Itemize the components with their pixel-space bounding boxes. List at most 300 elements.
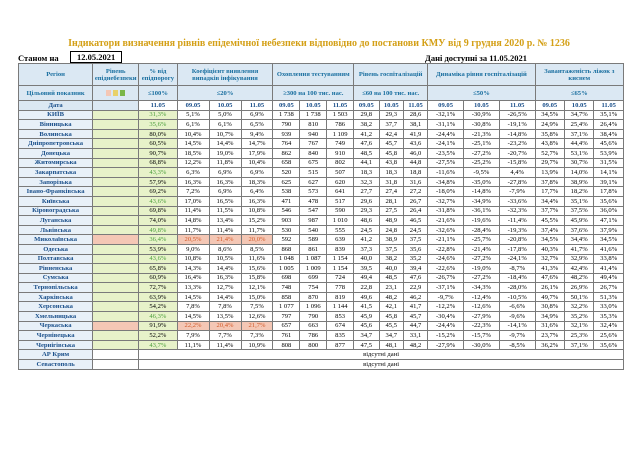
detection-value: 11,1% [177, 340, 209, 350]
dynamics-value: -27,5% [428, 158, 464, 168]
hospitalization-value: 27,4 [379, 187, 403, 197]
date-test-2: 10.05 [300, 101, 327, 111]
dynamics-value: -30,4% [428, 312, 464, 322]
hospitalization-value: 47,5 [354, 340, 380, 350]
date-detect-2: 10.05 [209, 101, 241, 111]
table-row [19, 110, 624, 120]
detection-value: 6,9% [209, 187, 241, 197]
region-name: Сумська [19, 273, 93, 283]
hospitalization-value: 38,9 [379, 235, 403, 245]
dynamics-value: -9,5% [464, 168, 500, 178]
hospitalization-value: 45,8 [379, 312, 403, 322]
occupancy-value: 45,9% [565, 216, 594, 226]
occupancy-value: 48,2% [565, 273, 594, 283]
dynamics-value: -9,7% [428, 292, 464, 302]
detection-value: 7,9% [177, 331, 209, 341]
region-name: Рівненська [19, 264, 93, 274]
region-name: Черкаська [19, 321, 93, 331]
occupancy-value: 36,2% [535, 340, 564, 350]
dynamics-value: -9,6% [499, 312, 535, 322]
dynamics-value: -27,2% [464, 254, 500, 264]
hospitalization-value: 18,3 [379, 168, 403, 178]
region-name: Севастополь [19, 360, 93, 370]
occupancy-value: 37,1% [565, 129, 594, 139]
testing-value: 835 [327, 331, 354, 341]
dynamics-value: -21,3% [464, 129, 500, 139]
hospitalization-value: 38,2 [354, 120, 380, 130]
dynamics-value: -27,9% [428, 340, 464, 350]
detection-value: 6,9% [241, 168, 273, 178]
testing-value: 657 [273, 321, 300, 331]
hospitalization-value: 27,5 [379, 206, 403, 216]
dynamics-value: -34,9% [464, 196, 500, 206]
occupancy-value: 49,4% [594, 273, 624, 283]
testing-value: 674 [327, 321, 354, 331]
testing-value: 1 503 [327, 110, 354, 120]
region-name: Дніпропетровська [19, 139, 93, 149]
region-name: Кіровоградська [19, 206, 93, 216]
table-row [19, 158, 624, 168]
testing-value: 870 [300, 292, 327, 302]
hospitalization-value: 48,9 [379, 216, 403, 226]
occupancy-value: 32,1% [565, 321, 594, 331]
hospitalization-value: 49,4 [354, 273, 380, 283]
testing-value: 1 144 [327, 302, 354, 312]
date-dyn-3: 11.05 [499, 101, 535, 111]
dynamics-value: -32,1% [428, 110, 464, 120]
date-occ-1: 09.05 [535, 101, 564, 111]
date-test-1: 09.05 [273, 101, 300, 111]
detection-value: 7,7% [209, 331, 241, 341]
beds-percent: 60,5% [139, 139, 177, 149]
testing-value: 620 [327, 177, 354, 187]
hospitalization-value: 31,6 [403, 177, 427, 187]
occupancy-value: 24,9% [535, 120, 564, 130]
beds-percent: 35,6% [139, 120, 177, 130]
hospitalization-value: 35,6 [403, 244, 427, 254]
target-beds: ≤100% [139, 86, 177, 101]
testing-value: 592 [273, 235, 300, 245]
detection-value: 9,0% [177, 244, 209, 254]
dynamics-value: -30,8% [464, 120, 500, 130]
hospitalization-value: 29,6 [354, 196, 380, 206]
beds-percent: 43,6% [139, 254, 177, 264]
table-row [19, 129, 624, 139]
testing-value: 675 [300, 158, 327, 168]
testing-value: 862 [273, 148, 300, 158]
table-row [19, 139, 624, 149]
beds-percent: 74,0% [139, 216, 177, 226]
table-row [19, 321, 624, 331]
dynamics-value: -22,8% [428, 244, 464, 254]
testing-value: 749 [327, 139, 354, 149]
table-row [19, 360, 624, 370]
region-name: Київська [19, 196, 93, 206]
detection-value: 6,9% [241, 110, 273, 120]
detection-value: 10,7% [209, 129, 241, 139]
occupancy-value: 53,1% [565, 148, 594, 158]
level-cell [93, 168, 139, 178]
dynamics-value: -7,9% [499, 187, 535, 197]
level-cell [93, 312, 139, 322]
detection-value: 15,6% [241, 264, 273, 274]
occupancy-value: 53,9% [594, 148, 624, 158]
occupancy-value: 32,7% [535, 254, 564, 264]
hospitalization-value: 28,6 [403, 110, 427, 120]
dynamics-value: -11,6% [428, 168, 464, 178]
table-row [19, 340, 624, 350]
hospitalization-value: 45,7 [403, 312, 427, 322]
detection-value: 13,4% [209, 216, 241, 226]
date-occ-3: 11.05 [594, 101, 624, 111]
dynamics-value: -21,1% [428, 235, 464, 245]
dynamics-value: -34,3% [464, 283, 500, 293]
region-name: Луганська [19, 216, 93, 226]
dynamics-value: -14,1% [499, 321, 535, 331]
hospitalization-value: 22,9 [403, 283, 427, 293]
detection-value: 16,5% [209, 196, 241, 206]
dynamics-value: -12,6% [464, 302, 500, 312]
level-cell [93, 177, 139, 187]
occupancy-value: 33,8% [594, 254, 624, 264]
testing-value: 1 087 [300, 254, 327, 264]
occupancy-value: 42,4% [565, 264, 594, 274]
testing-value: 761 [273, 331, 300, 341]
testing-value: 546 [273, 206, 300, 216]
header-hospitalization: Рівень госпіталізацій [354, 64, 428, 86]
hospitalization-value: 32,3 [354, 177, 380, 187]
hospitalization-value: 33,1 [403, 331, 427, 341]
beds-percent: 43,3% [139, 168, 177, 178]
hospitalization-value: 48,2 [379, 292, 403, 302]
dynamics-value: -35,0% [464, 177, 500, 187]
dynamics-value: -18,0% [428, 187, 464, 197]
dynamics-value: -19,6% [464, 216, 500, 226]
level-cell [93, 120, 139, 130]
occupancy-value: 36,0% [594, 206, 624, 216]
indicators-table [18, 63, 624, 370]
dynamics-value: -15,2% [428, 331, 464, 341]
detection-value: 15,2% [241, 216, 273, 226]
occupancy-value: 41,3% [535, 264, 564, 274]
hospitalization-value: 29,3 [354, 206, 380, 216]
region-name: Чернігівська [19, 340, 93, 350]
hospitalization-value: 31,8 [379, 177, 403, 187]
dynamics-value: -23,2% [499, 139, 535, 149]
hospitalization-value: 44,7 [403, 321, 427, 331]
testing-value: 786 [300, 331, 327, 341]
occupancy-value: 35,8% [535, 129, 564, 139]
occupancy-value: 34,5% [535, 235, 564, 245]
beds-percent: 31,3% [139, 110, 177, 120]
level-cell [93, 331, 139, 341]
testing-value: 627 [300, 177, 327, 187]
occupancy-value: 40,3% [535, 244, 564, 254]
dynamics-value: -30,0% [464, 340, 500, 350]
testing-value: 903 [273, 216, 300, 226]
testing-value: 910 [327, 148, 354, 158]
hospitalization-value: 45,8 [379, 148, 403, 158]
dynamics-value: -34,8% [428, 177, 464, 187]
level-cell [93, 244, 139, 254]
date-dyn-1: 09.05 [428, 101, 464, 111]
testing-value: 1 154 [327, 264, 354, 274]
legend-yellow-swatch [113, 90, 118, 96]
detection-value: 7,8% [209, 302, 241, 312]
occupancy-value: 38,4% [594, 129, 624, 139]
level-cell [93, 340, 139, 350]
dynamics-value: -32,3% [499, 206, 535, 216]
occupancy-value: 30,7% [565, 158, 594, 168]
date-hosp-1: 09.05 [354, 101, 380, 111]
hospitalization-value: 44,1 [354, 158, 380, 168]
region-name: Херсонська [19, 302, 93, 312]
hospitalization-value: 48,2 [403, 340, 427, 350]
dynamics-value: -25,1% [464, 139, 500, 149]
hospitalization-value: 23,1 [379, 283, 403, 293]
hospitalization-value: 42,4 [379, 129, 403, 139]
testing-value: 1 109 [327, 129, 354, 139]
dynamics-value: -33,6% [499, 196, 535, 206]
testing-value: 589 [300, 235, 327, 245]
occupancy-value: 31,5% [594, 158, 624, 168]
occupancy-value: 34,7% [565, 110, 594, 120]
occupancy-value: 41,6% [594, 244, 624, 254]
detection-value: 20,0% [241, 235, 273, 245]
testing-value: 1 738 [300, 110, 327, 120]
hospitalization-value: 24,5 [403, 225, 427, 235]
hospitalization-value: 46,0 [403, 148, 427, 158]
occupancy-value: 14,1% [594, 168, 624, 178]
date-level-empty [93, 101, 139, 111]
beds-percent: 91,9% [139, 321, 177, 331]
as-of-date: 12.05.2021 [70, 51, 122, 63]
occupancy-value: 25,6% [594, 331, 624, 341]
detection-value: 14,7% [241, 139, 273, 149]
testing-value: 658 [273, 158, 300, 168]
beds-percent: 53,9% [139, 244, 177, 254]
date-hosp-3: 11.05 [403, 101, 427, 111]
dynamics-value: -22,6% [428, 264, 464, 274]
date-beds: 11.05 [139, 101, 177, 111]
testing-value: 778 [327, 283, 354, 293]
detection-value: 12,7% [209, 283, 241, 293]
detection-value: 10,4% [241, 158, 273, 168]
testing-value: 1 738 [273, 110, 300, 120]
occupancy-value: 47,6% [535, 273, 564, 283]
detection-value: 10,8% [241, 206, 273, 216]
occupancy-value: 37,4% [535, 225, 564, 235]
dynamics-value: -14,8% [499, 129, 535, 139]
hospitalization-value: 46,5 [403, 216, 427, 226]
beds-percent: 63,9% [139, 292, 177, 302]
hospitalization-value: 28,1 [379, 196, 403, 206]
table-row [19, 216, 624, 226]
beds-percent: 57,9% [139, 177, 177, 187]
occupancy-value: 51,3% [594, 292, 624, 302]
detection-value: 12,2% [177, 158, 209, 168]
dynamics-value: -31,8% [428, 206, 464, 216]
occupancy-value: 26,4% [594, 120, 624, 130]
table-row [19, 168, 624, 178]
region-name: Хмельницька [19, 312, 93, 322]
testing-value: 590 [327, 206, 354, 216]
occupancy-value: 52,7% [535, 148, 564, 158]
header-testing: Охоплення тестуванням [273, 64, 354, 86]
dynamics-value: -10,5% [499, 292, 535, 302]
testing-value: 507 [327, 168, 354, 178]
region-name: Донецька [19, 148, 93, 158]
detection-value: 11,8% [209, 158, 241, 168]
detection-value: 16,3% [209, 273, 241, 283]
level-cell [93, 254, 139, 264]
occupancy-value: 37,8% [535, 177, 564, 187]
level-cell [93, 283, 139, 293]
hospitalization-value: 48,6 [354, 216, 380, 226]
legend-green-swatch [120, 90, 125, 96]
dynamics-value: -19,3% [499, 225, 535, 235]
target-occupancy: ≤65% [535, 86, 623, 101]
occupancy-value: 38,9% [565, 177, 594, 187]
detection-value: 8,6% [209, 244, 241, 254]
level-cell [93, 225, 139, 235]
testing-value: 808 [273, 340, 300, 350]
testing-value: 786 [327, 120, 354, 130]
hospitalization-value: 27,2 [403, 187, 427, 197]
beds-percent: 68,8% [139, 158, 177, 168]
testing-value: 877 [327, 340, 354, 350]
hospitalization-value: 41,5 [354, 302, 380, 312]
dynamics-value: -17,8% [499, 244, 535, 254]
beds-percent: 46,3% [139, 312, 177, 322]
level-cell [93, 302, 139, 312]
dynamics-value: -19,0% [464, 264, 500, 274]
hospitalization-value: 48,1 [379, 340, 403, 350]
detection-value: 20,5% [177, 235, 209, 245]
occupancy-value: 35,6% [594, 340, 624, 350]
hospitalization-value: 22,8 [354, 283, 380, 293]
level-cell [93, 235, 139, 245]
detection-value: 16,3% [241, 196, 273, 206]
table-row [19, 196, 624, 206]
dynamics-value: -19,1% [499, 120, 535, 130]
hospitalization-value: 38,2 [379, 254, 403, 264]
testing-value: 790 [300, 312, 327, 322]
detection-value: 10,8% [177, 254, 209, 264]
table-row [19, 264, 624, 274]
detection-value: 18,3% [241, 177, 273, 187]
hospitalization-value: 46,2 [403, 292, 427, 302]
hospitalization-value: 40,0 [354, 254, 380, 264]
table-row [19, 225, 624, 235]
table-row [19, 254, 624, 264]
detection-value: 14,5% [177, 312, 209, 322]
dynamics-value: -36,1% [464, 206, 500, 216]
detection-value: 5,0% [209, 110, 241, 120]
occupancy-value: 45,5% [535, 216, 564, 226]
occupancy-value: 41,4% [594, 264, 624, 274]
testing-value: 639 [327, 235, 354, 245]
occupancy-value: 29,7% [535, 158, 564, 168]
hospitalization-value: 39,4 [403, 264, 427, 274]
detection-value: 14,5% [177, 292, 209, 302]
testing-value: 1 005 [273, 264, 300, 274]
occupancy-value: 34,9% [535, 312, 564, 322]
hospitalization-value: 38,1 [403, 120, 427, 130]
hospitalization-value: 49,6 [354, 292, 380, 302]
hospitalization-value: 24,5 [354, 225, 380, 235]
hospitalization-value: 34,7 [379, 331, 403, 341]
hospitalization-value: 18,3 [354, 168, 380, 178]
occupancy-value: 37,1% [565, 340, 594, 350]
beds-percent: 52,2% [139, 331, 177, 341]
dynamics-value: -20,8% [499, 235, 535, 245]
hospitalization-value: 45,7 [379, 139, 403, 149]
target-detection: ≤20% [177, 86, 273, 101]
occupancy-value: 34,5% [594, 235, 624, 245]
beds-percent: 43,7% [139, 340, 177, 350]
detection-value: 6,4% [241, 187, 273, 197]
target-testing: ≥300 на 100 тис. нас. [273, 86, 354, 101]
occupancy-value: 47,1% [594, 216, 624, 226]
dynamics-value: -27,2% [464, 273, 500, 283]
testing-value: 538 [273, 187, 300, 197]
detection-value: 11,7% [241, 225, 273, 235]
region-name: Івано-Франківська [19, 187, 93, 197]
testing-value: 858 [273, 292, 300, 302]
header-region: Регіон [19, 64, 93, 86]
testing-value: 1 048 [273, 254, 300, 264]
testing-value: 547 [300, 206, 327, 216]
dynamics-value: -21,6% [428, 216, 464, 226]
detection-value: 15,0% [241, 292, 273, 302]
hospitalization-value: 37,7 [379, 120, 403, 130]
table-row [19, 331, 624, 341]
detection-value: 11,4% [209, 340, 241, 350]
header-dynamics: Динаміка рівня госпіталізацій [428, 64, 535, 86]
occupancy-value: 37,6% [565, 225, 594, 235]
occupancy-value: 39,1% [594, 177, 624, 187]
occupancy-value: 23,7% [535, 331, 564, 341]
header-level: Рівень епіднебезпеки [93, 64, 139, 86]
detection-value: 8,5% [241, 244, 273, 254]
testing-value: 1 077 [273, 302, 300, 312]
occupancy-value: 25,4% [565, 120, 594, 130]
beds-percent: 80,0% [139, 129, 177, 139]
occupancy-value: 44,4% [565, 139, 594, 149]
detection-value: 11,4% [209, 225, 241, 235]
occupancy-value: 32,2% [565, 302, 594, 312]
detection-value: 14,5% [177, 139, 209, 149]
region-name: Житомирська [19, 158, 93, 168]
dynamics-value: -32,7% [428, 196, 464, 206]
dynamics-value: -30,9% [464, 110, 500, 120]
page-title: Індикатори визначення рівнів епідемічної небезпеки відповідно до постанови КМУ від 9 грудня 2020 р. № 1236 [68, 38, 570, 49]
level-cell [93, 148, 139, 158]
dynamics-value: -15,8% [499, 158, 535, 168]
hospitalization-value: 45,6 [354, 321, 380, 331]
hospitalization-value: 24,8 [379, 225, 403, 235]
table-row [19, 244, 624, 254]
dynamics-value: -26,5% [499, 110, 535, 120]
level-cell [93, 350, 139, 360]
dynamics-value: -24,4% [428, 321, 464, 331]
hospitalization-value: 48,5 [379, 273, 403, 283]
testing-value: 1 009 [300, 264, 327, 274]
occupancy-value: 13,9% [535, 168, 564, 178]
level-cell [93, 196, 139, 206]
table-row [19, 312, 624, 322]
